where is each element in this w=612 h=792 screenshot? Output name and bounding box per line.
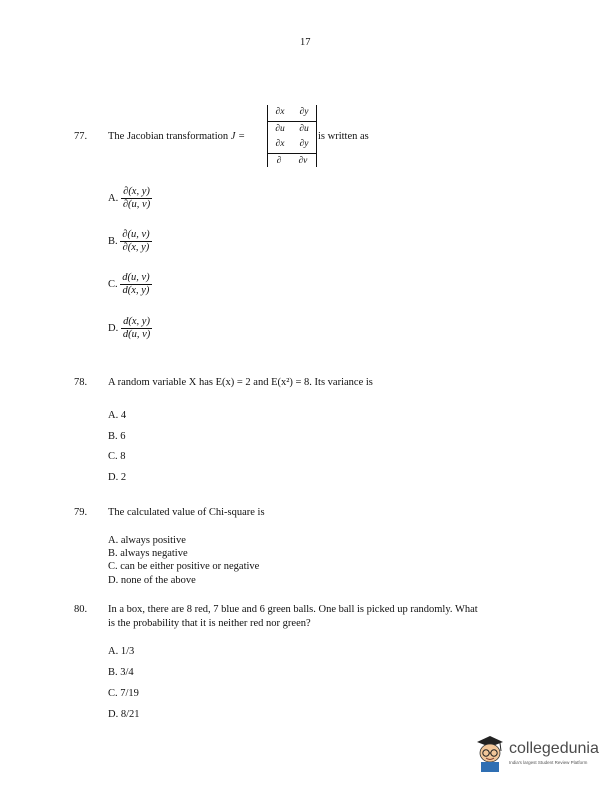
det-cell: ∂y [299,139,309,149]
fraction-numerator: ∂(u, v) [120,229,151,242]
question-77-option-c [108,272,152,297]
question-77-stem-end: is written as [318,131,369,142]
question-77-option-b [108,229,152,254]
det-cell: ∂x [275,107,285,117]
option-fraction [120,272,151,297]
det-cell: ∂y [299,107,309,117]
question-77-option-a [108,186,152,211]
det-cell: ∂u [275,123,285,134]
option-fraction [121,186,152,211]
option-fraction [121,316,152,341]
fraction-denominator: d(x, y) [122,285,150,297]
question-77-stem [108,131,245,142]
question-78-number: 78. [74,377,88,388]
det-cell: ∂u [299,123,309,134]
question-78-option-d: D. 2 [108,472,127,483]
question-78-stem: A random variable X has E(x) = 2 and E(x²) = 8. Its variance is [108,377,373,388]
option-letter: C. [108,278,118,290]
question-80-option-a: A. 1/3 [108,646,135,657]
question-80-stem-line-1: In a box, there are 8 red, 7 blue and 6 green balls. One ball is picked up randomly. What [108,604,478,615]
det-cell: ∂ [276,155,282,166]
question-79-option-b: B. always negative [108,548,188,559]
det-cell: ∂v [298,155,308,166]
page-number: 17 [300,37,311,48]
option-fraction [120,229,151,254]
question-77-stem-text: The Jacobian transformation [108,131,229,142]
question-77-stem-math: J = [230,131,246,142]
question-78-option-b: B. 6 [108,431,126,442]
question-77-number: 77. [74,131,88,142]
fraction-denominator: ∂(x, y) [122,242,150,254]
question-80-option-b: B. 3/4 [108,667,134,678]
fraction-numerator: ∂(x, y) [121,186,152,199]
option-letter: A. [108,192,119,204]
question-78-option-a: A. 4 [108,410,127,421]
collegedunia-logo-tagline: India's largest Student Review Platform [509,760,588,765]
det-cell: ∂x [275,139,285,149]
collegedunia-logo-text: collegedunia [509,740,599,757]
question-80-option-c: C. 7/19 [108,688,139,699]
question-78-option-c: C. 8 [108,451,126,462]
fraction-numerator: d(x, y) [121,316,152,329]
question-80-number: 80. [74,604,88,615]
jacobian-determinant [267,105,317,167]
fraction-denominator: d(u, v) [122,329,151,341]
fraction-numerator: d(u, v) [120,272,151,285]
question-79-number: 79. [74,507,88,518]
question-79-option-c: C. can be either positive or negative [108,561,260,572]
fraction-denominator: ∂(u, v) [122,199,151,211]
question-80-option-d: D. 8/21 [108,709,140,720]
question-80-stem-line-2: is the probability that it is neither red nor green? [108,618,311,629]
collegedunia-logo-icon [475,734,505,772]
option-letter: B. [108,235,118,247]
question-77-option-d [108,316,152,341]
option-letter: D. [108,322,119,334]
question-79-option-a: A. always positive [108,535,186,546]
question-79-option-d: D. none of the above [108,575,196,586]
question-79-stem: The calculated value of Chi-square is [108,507,265,518]
